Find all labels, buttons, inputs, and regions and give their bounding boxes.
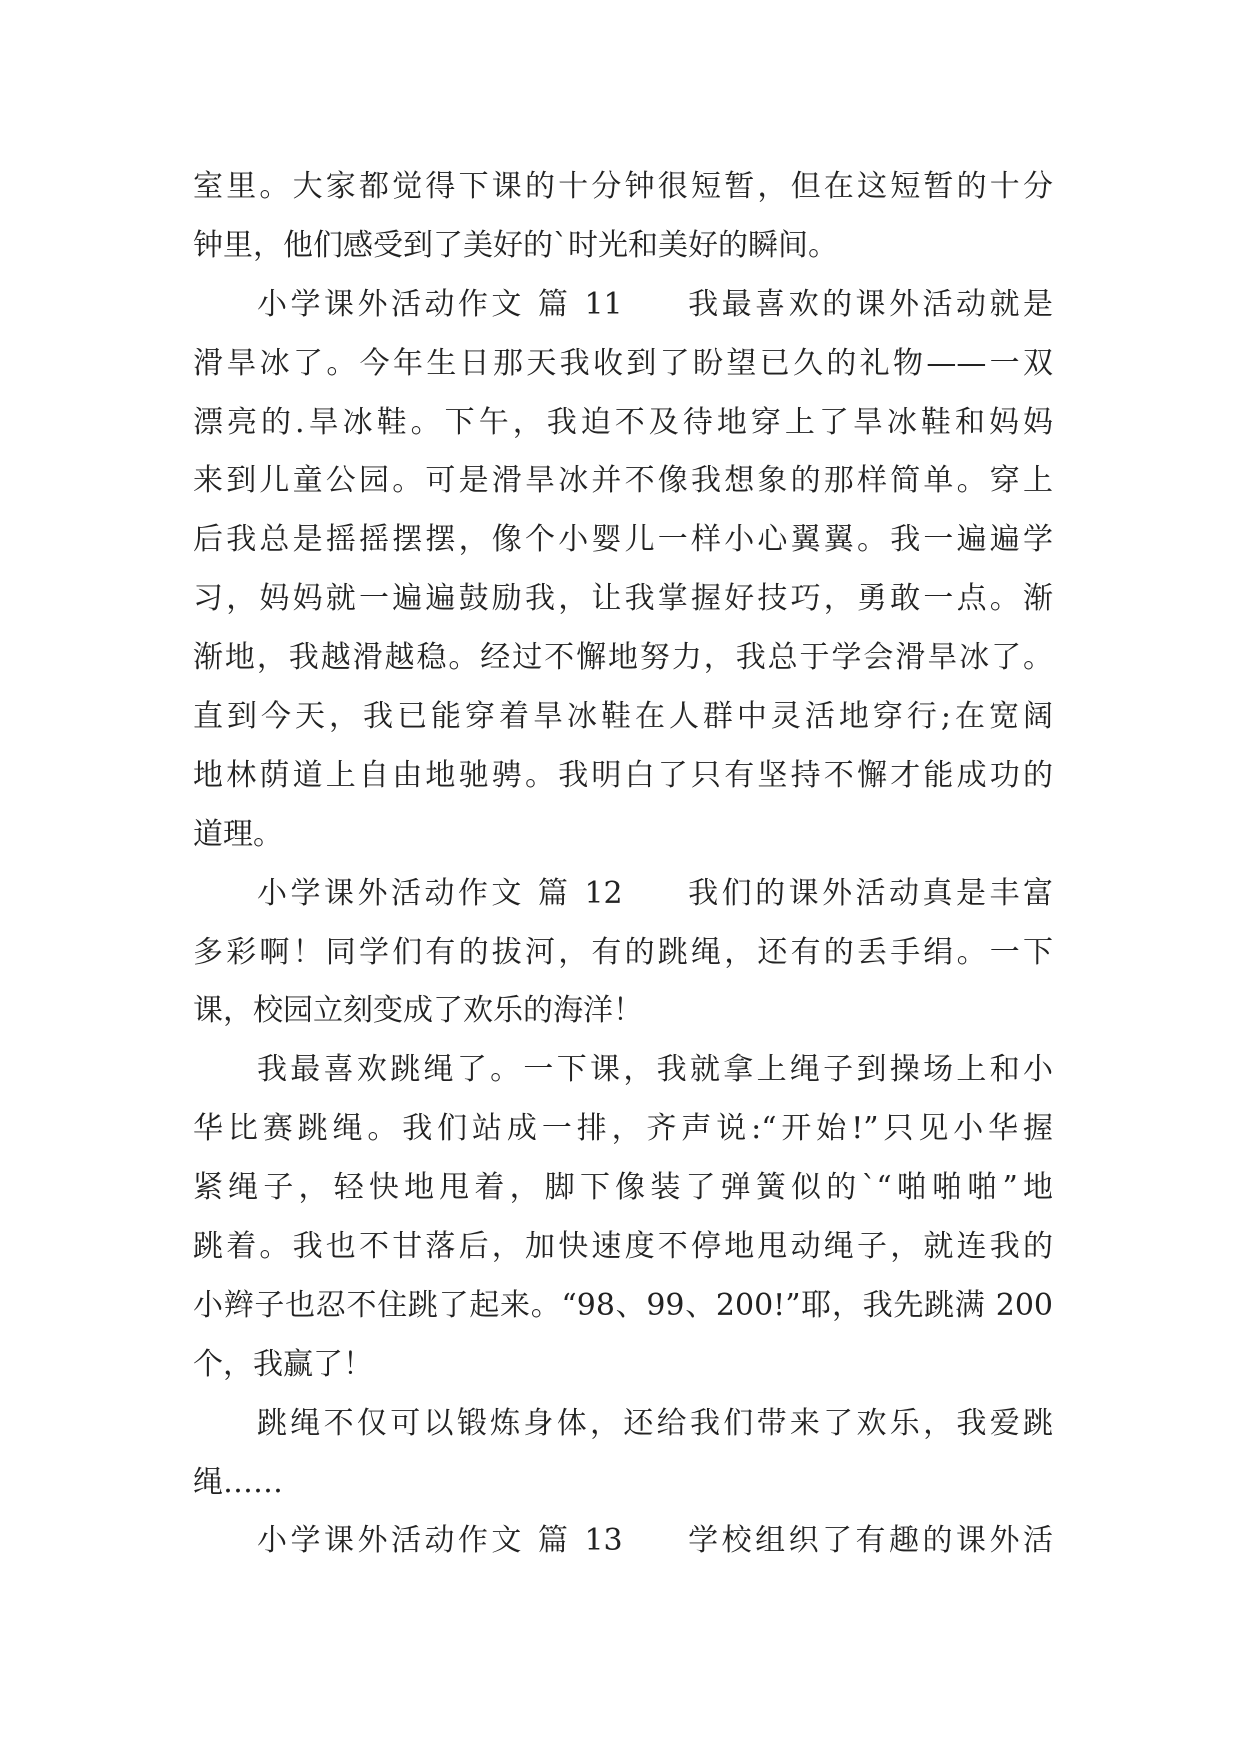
text-line: 渐地，我越滑越稳。经过不懈地努力，我总于学会滑旱冰了。 (193, 640, 1053, 676)
text-line: 道理。 (193, 816, 283, 852)
text-line: 我最喜欢跳绳了。一下课，我就拿上绳子到操场上和小 (257, 1052, 1053, 1088)
text-line: 多彩啊！同学们有的拔河，有的跳绳，还有的丢手绢。一下 (193, 934, 1053, 970)
text-line: 华比赛跳绳。我们站成一排，齐声说:“开始!”只见小华握 (193, 1111, 1053, 1147)
text-line: 课，校园立刻变成了欢乐的海洋！ (193, 993, 643, 1029)
section-heading-line (193, 276, 1053, 335)
text-line: 后我总是摇摇摆摆，像个小婴儿一样小心翼翼。我一遍遍学 (193, 522, 1053, 558)
section-heading: 小学课外活动作文 篇 11 (257, 286, 623, 322)
text-line: 紧绳子，轻快地甩着，脚下像装了弹簧似的`“啪啪啪”地 (193, 1170, 1053, 1206)
text-line: 习，妈妈就一遍遍鼓励我，让我掌握好技巧，勇敢一点。渐 (193, 581, 1053, 617)
section-heading-line (193, 1512, 1053, 1571)
text-line: 跳着。我也不甘落后，加快速度不停地甩动绳子，就连我的 (193, 1229, 1053, 1265)
text-line: 钟里，他们感受到了美好的`时光和美好的瞬间。 (193, 227, 838, 263)
text-line: 小辫子也忍不住跳了起来。“98、99、200!”耶，我先跳满 200 (193, 1287, 1053, 1323)
section-heading: 小学课外活动作文 篇 12 (257, 875, 623, 911)
article-body (193, 158, 1053, 1571)
section-heading: 小学课外活动作文 篇 13 (257, 1523, 623, 1559)
text-line: 跳绳不仅可以锻炼身体，还给我们带来了欢乐，我爱跳 (257, 1405, 1053, 1441)
text-line: 个，我赢了！ (193, 1346, 373, 1382)
section-heading-line (193, 865, 1053, 924)
section-first-text: 我们的课外活动真是丰富 (684, 875, 1053, 911)
text-line: 滑旱冰了。今年生日那天我收到了盼望已久的礼物——一双 (193, 345, 1053, 381)
section-first-text: 学校组织了有趣的课外活 (684, 1523, 1053, 1559)
text-line: 直到今天，我已能穿着旱冰鞋在人群中灵活地穿行;在宽阔 (193, 699, 1053, 735)
text-line: 来到儿童公园。可是滑旱冰并不像我想象的那样简单。穿上 (193, 463, 1053, 499)
text-line: 室里。大家都觉得下课的十分钟很短暂，但在这短暂的十分 (193, 169, 1053, 204)
section-first-text: 我最喜欢的课外活动就是 (684, 286, 1053, 322)
text-line: 地林荫道上自由地驰骋。我明白了只有坚持不懈才能成功的 (193, 757, 1053, 793)
text-line: 绳…… (193, 1464, 283, 1500)
text-line: 漂亮的.旱冰鞋。下午，我迫不及待地穿上了旱冰鞋和妈妈 (193, 404, 1053, 440)
